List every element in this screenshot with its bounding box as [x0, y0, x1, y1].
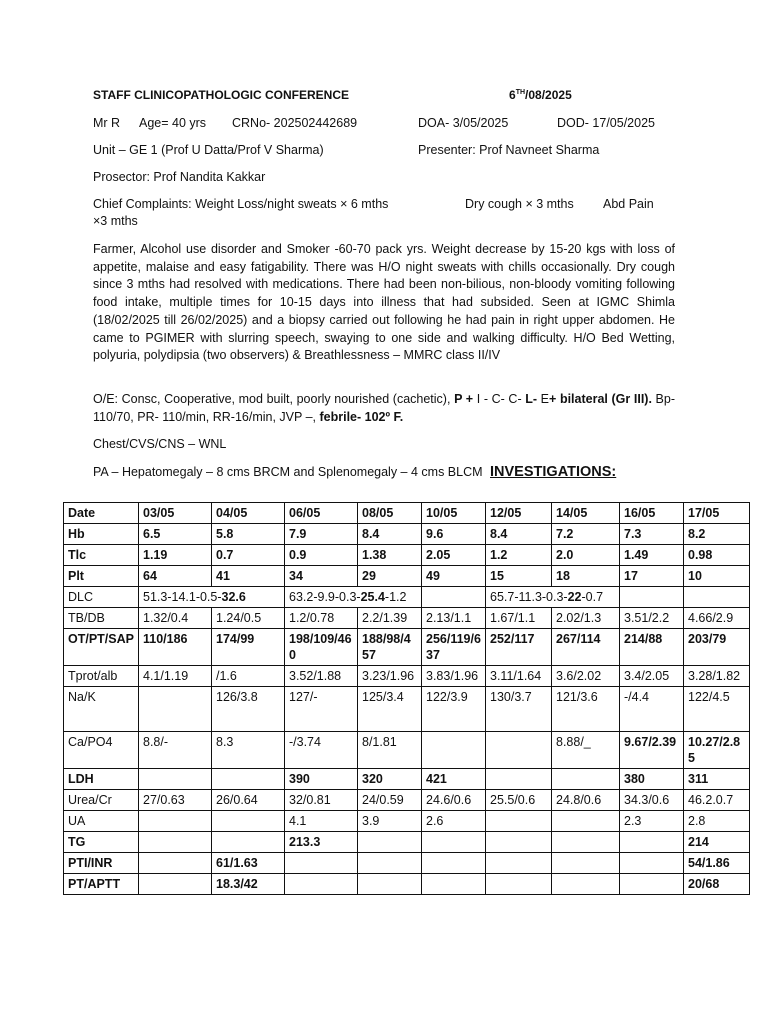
table-cell: [486, 732, 552, 769]
table-cell: 7.3: [620, 524, 684, 545]
table-row-ua: [64, 811, 750, 832]
table-cell: 0.98: [684, 545, 750, 566]
table-row-hb: [64, 524, 750, 545]
table-cell: [139, 769, 212, 790]
table-cell: 8/1.81: [358, 732, 422, 769]
table-cell: Tprot/alb: [64, 666, 139, 687]
table-cell: 2.05: [422, 545, 486, 566]
table-cell: 3.51/2.2: [620, 608, 684, 629]
table-cell: 10: [684, 566, 750, 587]
table-cell: 1.49: [620, 545, 684, 566]
patient-age: Age= 40 yrs: [139, 116, 207, 130]
unit-text: Unit – GE 1 (Prof U Datta/Prof V Sharma): [93, 143, 324, 157]
table-row-ldh: [64, 769, 750, 790]
table-cell: PT/APTT: [64, 874, 139, 895]
table-row-tprot: [64, 666, 750, 687]
table-cell: 125/3.4: [358, 687, 422, 732]
table-row-tbdb: [64, 608, 750, 629]
table-cell: -/4.4: [620, 687, 684, 732]
table-cell: 1.67/1.1: [486, 608, 552, 629]
complaint-abd-pain: Abd Pain: [603, 197, 654, 211]
table-cell: 8.2: [684, 524, 750, 545]
table-cell: 41: [212, 566, 285, 587]
chief-complaints: [93, 197, 683, 231]
table-cell: [358, 874, 422, 895]
table-row-capo4: [64, 732, 750, 769]
table-cell: [486, 853, 552, 874]
table-cell: [486, 832, 552, 853]
table-cell: PTI/INR: [64, 853, 139, 874]
table-cell: 34.3/0.6: [620, 790, 684, 811]
table-cell: OT/PT/SAP: [64, 629, 139, 666]
table-cell: 18: [552, 566, 620, 587]
table-cell: [422, 587, 486, 608]
table-cell: 64: [139, 566, 212, 587]
table-cell: 9.67/2.39: [620, 732, 684, 769]
table-cell: TB/DB: [64, 608, 139, 629]
table-row-otpt: [64, 629, 750, 666]
table-cell: [358, 832, 422, 853]
table-cell: 2.02/1.3: [552, 608, 620, 629]
table-cell: [285, 853, 358, 874]
table-cell: 3.23/1.96: [358, 666, 422, 687]
document-title: [93, 88, 572, 102]
pa-findings: PA – Hepatomegaly – 8 cms BRCM and Splenomegaly – 4 cms BLCM INVESTIGATIONS:: [93, 464, 617, 480]
table-cell: 8.8/-: [139, 732, 212, 769]
table-cell: 49: [422, 566, 486, 587]
table-cell: 126/3.8: [212, 687, 285, 732]
table-cell: 2.3: [620, 811, 684, 832]
table-cell: 2.6: [422, 811, 486, 832]
table-cell: 54/1.86: [684, 853, 750, 874]
table-cell: [422, 853, 486, 874]
conference-title: STAFF CLINICOPATHOLOGIC CONFERENCE: [93, 88, 349, 102]
table-row-dlc: [64, 587, 750, 608]
table-cell: [552, 832, 620, 853]
table-cell: 7.2: [552, 524, 620, 545]
table-cell: /1.6: [212, 666, 285, 687]
table-cell: 4.1/1.19: [139, 666, 212, 687]
table-cell: 320: [358, 769, 422, 790]
table-cell: 51.3-14.1-0.5-32.6: [139, 587, 285, 608]
table-cell: 122/3.9: [422, 687, 486, 732]
table-cell: 3.83/1.96: [422, 666, 486, 687]
table-cell: [486, 769, 552, 790]
table-row-pti: [64, 853, 750, 874]
table-cell: [552, 874, 620, 895]
table-cell: 3.11/1.64: [486, 666, 552, 687]
table-cell: 26/0.64: [212, 790, 285, 811]
presenter-text: Presenter: Prof Navneet Sharma: [418, 143, 600, 157]
table-cell: 127/-: [285, 687, 358, 732]
table-cell: [139, 853, 212, 874]
table-cell: 4.1: [285, 811, 358, 832]
table-cell: 1.24/0.5: [212, 608, 285, 629]
table-cell: 3.9: [358, 811, 422, 832]
table-cell: 24/0.59: [358, 790, 422, 811]
prosector-text: Prosector: Prof Nandita Kakkar: [93, 170, 266, 184]
table-cell: 122/4.5: [684, 687, 750, 732]
table-row-urea: [64, 790, 750, 811]
table-cell: 24.6/0.6: [422, 790, 486, 811]
table-cell: 5.8: [212, 524, 285, 545]
table-header-cell: 17/05: [684, 503, 750, 524]
table-header-cell: 12/05: [486, 503, 552, 524]
table-cell: 1.19: [139, 545, 212, 566]
table-cell: 34: [285, 566, 358, 587]
table-cell: 3.6/2.02: [552, 666, 620, 687]
patient-doa: DOA- 3/05/2025: [418, 116, 509, 130]
table-header-cell: 16/05: [620, 503, 684, 524]
table-cell: 27/0.63: [139, 790, 212, 811]
complaint-dry-cough: Dry cough × 3 mths: [465, 197, 574, 211]
table-cell: 8.4: [486, 524, 552, 545]
table-cell: 0.9: [285, 545, 358, 566]
table-cell: [139, 874, 212, 895]
table-cell: [139, 811, 212, 832]
table-cell: 252/117: [486, 629, 552, 666]
table-cell: Plt: [64, 566, 139, 587]
table-cell: 8.88/_: [552, 732, 620, 769]
table-cell: 25.5/0.6: [486, 790, 552, 811]
table-cell: [285, 874, 358, 895]
table-header-cell: Date: [64, 503, 139, 524]
table-cell: 110/186: [139, 629, 212, 666]
table-cell: TG: [64, 832, 139, 853]
table-cell: [684, 587, 750, 608]
table-cell: 267/114: [552, 629, 620, 666]
patient-name: Mr R: [93, 116, 121, 130]
table-cell: 214: [684, 832, 750, 853]
table-cell: Tlc: [64, 545, 139, 566]
table-cell: [620, 832, 684, 853]
table-cell: 203/79: [684, 629, 750, 666]
table-cell: 61/1.63: [212, 853, 285, 874]
table-cell: [358, 853, 422, 874]
conference-date: 6TH/08/2025: [509, 88, 572, 102]
table-cell: [620, 874, 684, 895]
table-cell: 214/88: [620, 629, 684, 666]
table-header-cell: 14/05: [552, 503, 620, 524]
table-cell: 7.9: [285, 524, 358, 545]
table-cell: [552, 769, 620, 790]
complaint-abd-pain-duration: ×3 mths: [93, 214, 138, 228]
table-cell: LDH: [64, 769, 139, 790]
table-row-tg: [64, 832, 750, 853]
table-cell: 2.2/1.39: [358, 608, 422, 629]
table-cell: [620, 853, 684, 874]
patient-crno: CRNo- 202502442689: [232, 116, 358, 130]
table-header-cell: 03/05: [139, 503, 212, 524]
table-cell: [212, 769, 285, 790]
table-header-cell: 06/05: [285, 503, 358, 524]
table-cell: Hb: [64, 524, 139, 545]
table-cell: 15: [486, 566, 552, 587]
table-cell: 1.38: [358, 545, 422, 566]
table-cell: [486, 811, 552, 832]
table-cell: Urea/Cr: [64, 790, 139, 811]
table-cell: 3.4/2.05: [620, 666, 684, 687]
table-cell: -/3.74: [285, 732, 358, 769]
table-cell: 18.3/42: [212, 874, 285, 895]
table-cell: UA: [64, 811, 139, 832]
table-cell: 46.2.0.7: [684, 790, 750, 811]
table-cell: [552, 811, 620, 832]
table-cell: 1.2: [486, 545, 552, 566]
table-cell: 188/98/457: [358, 629, 422, 666]
table-header-cell: 04/05: [212, 503, 285, 524]
table-header-row: [64, 503, 750, 524]
table-cell: 32/0.81: [285, 790, 358, 811]
table-cell: 9.6: [422, 524, 486, 545]
table-cell: [422, 732, 486, 769]
table-cell: 8.3: [212, 732, 285, 769]
table-row-ptaptt: [64, 874, 750, 895]
table-cell: DLC: [64, 587, 139, 608]
table-cell: [620, 587, 684, 608]
table-cell: 390: [285, 769, 358, 790]
chest-cvs-cns: Chest/CVS/CNS – WNL: [93, 437, 227, 451]
table-cell: 198/109/460: [285, 629, 358, 666]
table-cell: 63.2-9.9-0.3-25.4-1.2: [285, 587, 422, 608]
table-header-cell: 08/05: [358, 503, 422, 524]
history-paragraph: Farmer, Alcohol use disorder and Smoker -60-70 pack yrs. Weight decrease by 15-20 kgs with loss of appetite, malaise and easy fatigability. There was H/O night sweats with chills occasionally. Dry cough since 3 mths had resolved with medications. There had been non-bilious, non-bloody vomiting following food intake, multiple times for 10-15 days into illness that had subsided. Seen at IGMC Shimla (18/02/2025 till 26/02/2025) and a biopsy carried out following he had pain in right upper abdomen. He came to PGIMER with slurring speech, swaying to one side and walking difficulty. H/O Bed Wetting, polyuria, polydipsia (two observers) & Breathlessness – MMRC class II/IV: [93, 242, 675, 363]
table-cell: 2.8: [684, 811, 750, 832]
table-cell: 3.52/1.88: [285, 666, 358, 687]
table-header-cell: 10/05: [422, 503, 486, 524]
table-cell: Ca/PO4: [64, 732, 139, 769]
table-cell: 121/3.6: [552, 687, 620, 732]
table-cell: 8.4: [358, 524, 422, 545]
table-cell: 311: [684, 769, 750, 790]
examination-paragraph: O/E: Consc, Cooperative, mod built, poorly nourished (cachetic), P + I - C- C- L- E+ bilateral (Gr III). Bp-110/70, PR- 110/min, RR-16/min, JVP –, febrile- 102º F.: [93, 392, 676, 424]
table-cell: [139, 832, 212, 853]
table-cell: 4.66/2.9: [684, 608, 750, 629]
table-cell: 24.8/0.6: [552, 790, 620, 811]
table-cell: 174/99: [212, 629, 285, 666]
table-cell: 2.0: [552, 545, 620, 566]
table-cell: [212, 811, 285, 832]
table-row-nak: [64, 687, 750, 732]
table-cell: 213.3: [285, 832, 358, 853]
table-cell: 380: [620, 769, 684, 790]
table-cell: 10.27/2.85: [684, 732, 750, 769]
table-cell: [422, 874, 486, 895]
table-cell: 130/3.7: [486, 687, 552, 732]
complaint-weight-loss: Chief Complaints: Weight Loss/night sweats × 6 mths: [93, 197, 389, 211]
table-cell: 3.28/1.82: [684, 666, 750, 687]
table-row-tlc: [64, 545, 750, 566]
table-cell: [486, 874, 552, 895]
table-cell: 20/68: [684, 874, 750, 895]
table-cell: [552, 853, 620, 874]
table-cell: [422, 832, 486, 853]
table-cell: 65.7-11.3-0.3-22-0.7: [486, 587, 620, 608]
table-row-plt: [64, 566, 750, 587]
table-cell: 17: [620, 566, 684, 587]
table-cell: 1.2/0.78: [285, 608, 358, 629]
table-cell: 2.13/1.1: [422, 608, 486, 629]
patient-dod: DOD- 17/05/2025: [557, 116, 655, 130]
investigations-heading: INVESTIGATIONS:: [490, 464, 617, 480]
table-cell: [139, 687, 212, 732]
table-cell: 6.5: [139, 524, 212, 545]
table-cell: 1.32/0.4: [139, 608, 212, 629]
table-cell: 0.7: [212, 545, 285, 566]
table-cell: 256/119/637: [422, 629, 486, 666]
table-cell: [212, 832, 285, 853]
table-cell: 29: [358, 566, 422, 587]
table-cell: Na/K: [64, 687, 139, 732]
table-cell: 421: [422, 769, 486, 790]
investigations-table: [63, 502, 750, 895]
